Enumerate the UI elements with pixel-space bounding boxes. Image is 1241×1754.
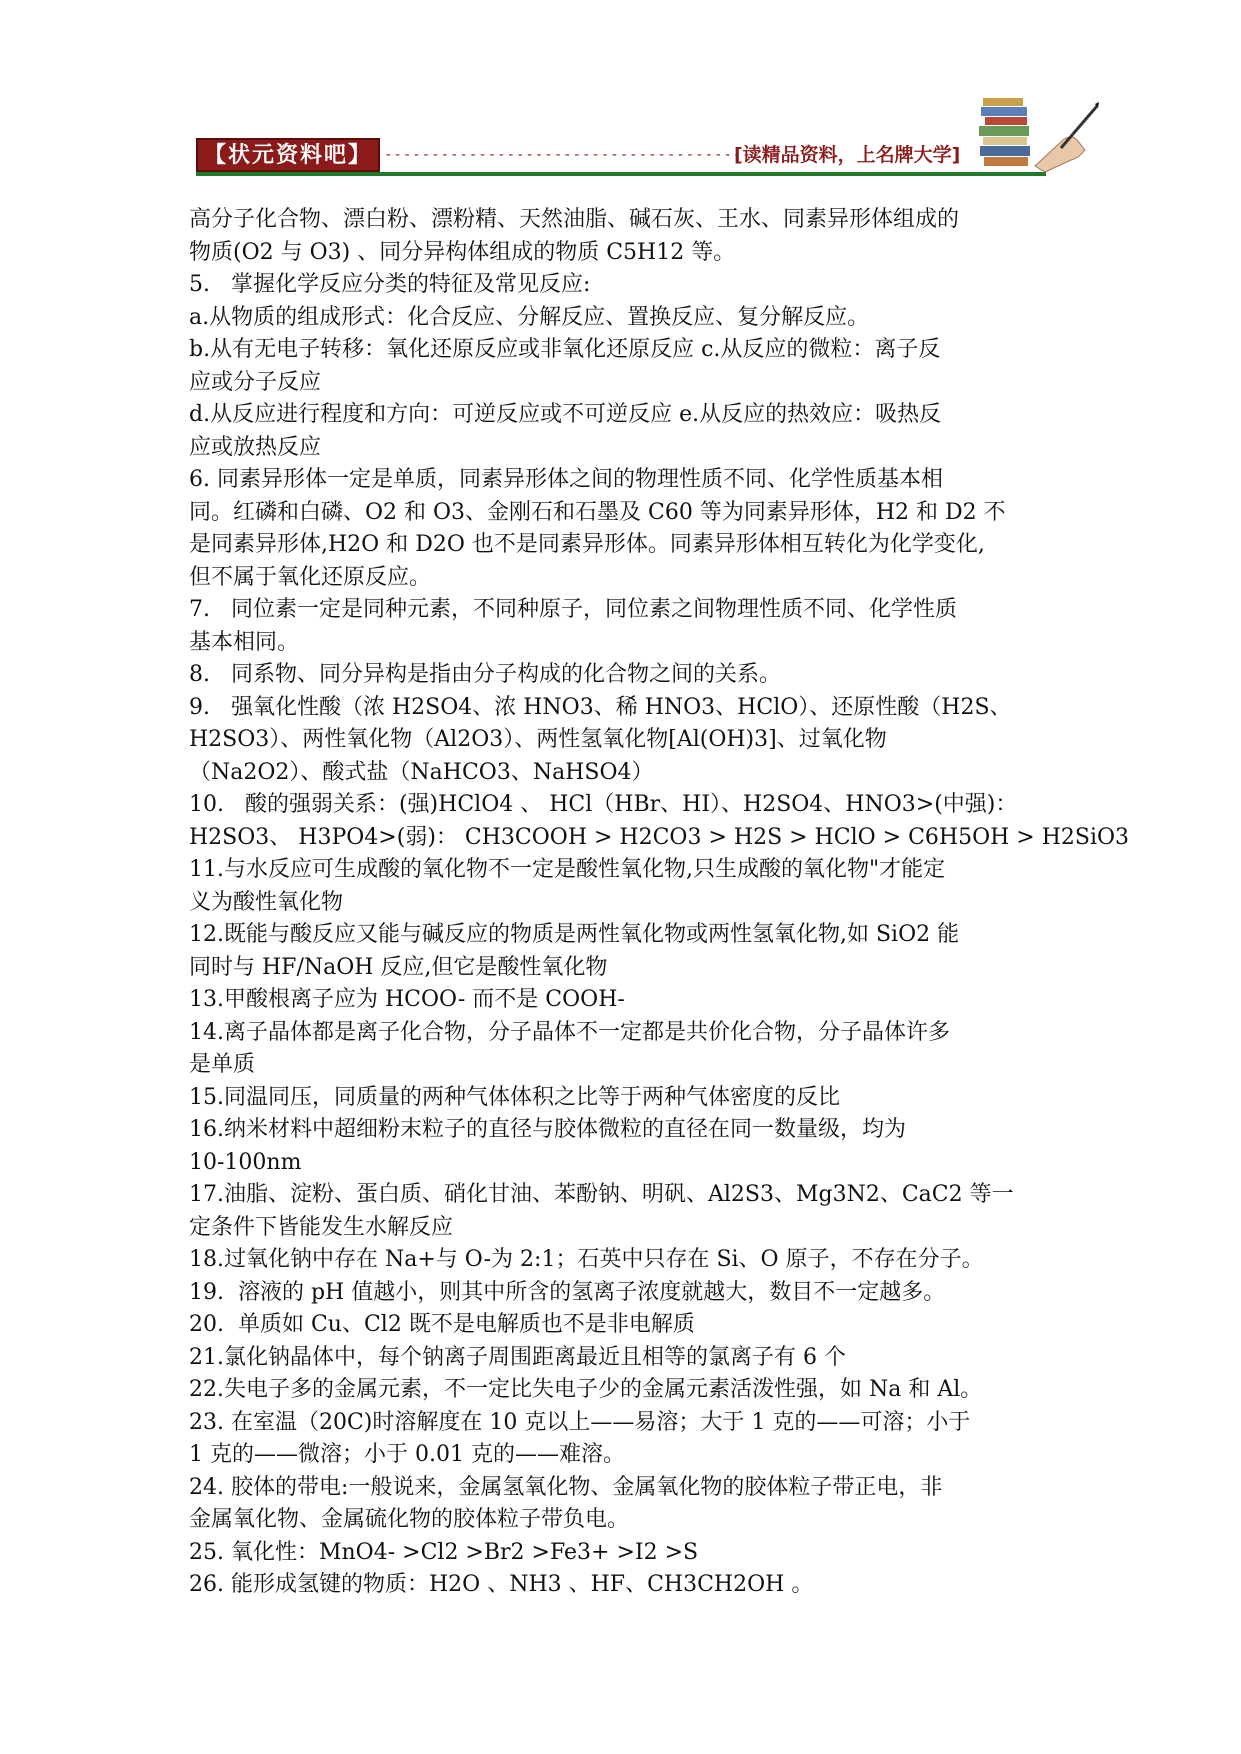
text-line: 15.同温同压，同质量的两种气体体积之比等于两种气体密度的反比 <box>189 1084 840 1110</box>
text-line: （Na2O2）、酸式盐（NaHCO3、NaHSO4） <box>189 759 654 785</box>
text-line: 22.失电子多的金属元素，不一定比失电子少的金属元素活泼性强，如 Na 和 Al。 <box>189 1377 983 1402</box>
text-line: a.从物质的组成形式：化合反应、分解反应、置换反应、复分解反应。 <box>189 304 870 330</box>
text-line: 20. 单质如 Cu、Cl2 既不是电解质也不是非电解质 <box>189 1312 695 1337</box>
text-line: 17.油脂、淀粉、蛋白质、硝化甘油、苯酚钠、明矾、Al2S3、Mg3N2、CaC2 等一 <box>189 1182 1014 1207</box>
text-line: 基本相同。 <box>189 629 300 655</box>
text-line: H2SO3）、两性氧化物（Al2O3）、两性氢氧化物[Al(OH)3]、过氧化物 <box>189 727 887 752</box>
text-line: 义为酸性氧化物 <box>189 889 344 915</box>
text-line: 同时与 HF/NaOH 反应,但它是酸性氧化物 <box>189 954 608 980</box>
text-line: 12.既能与酸反应又能与碱反应的物质是两性氧化物或两性氢氧化物,如 SiO2 能 <box>189 922 960 947</box>
text-line: 21.氯化钠晶体中，每个钠离子周围距离最近且相等的氯离子有 6 个 <box>189 1344 846 1370</box>
text-line: 应或分子反应 <box>189 369 322 395</box>
text-line: H2SO3、 H3PO4>(弱)： CH3COOH > H2CO3 > H2S > HClO > C6H5OH > H2SiO3 <box>189 824 1130 850</box>
text-line: 金属氧化物、金属硫化物的胶体粒子带负电。 <box>189 1507 630 1532</box>
text-line: 物质(O2 与 O3) 、同分异构体组成的物质 C5H12 等。 <box>189 239 736 265</box>
text-line: 6. 同素异形体一定是单质，同素异形体之间的物理性质不同、化学性质基本相 <box>189 467 943 492</box>
document-body <box>189 204 1130 1602</box>
text-line: 1 克的——微溶；小于 0.01 克的——难溶。 <box>189 1442 625 1467</box>
text-line: 应或放热反应 <box>189 434 322 460</box>
text-line: b.从有无电子转移：氧化还原反应或非氧化还原反应 c.从反应的微粒：离子反 <box>189 337 941 362</box>
text-line: 是同素异形体,H2O 和 D2O 也不是同素异形体。同素异形体相互转化为化学变化, <box>189 532 985 557</box>
text-line: 高分子化合物、漂白粉、漂粉精、天然油脂、碱石灰、王水、同素异形体组成的 <box>189 207 960 232</box>
text-line: 5. 掌握化学反应分类的特征及常见反应: <box>189 272 591 297</box>
text-line: 13.甲酸根离子应为 HCOO- 而不是 COOH- <box>189 987 625 1012</box>
text-line: 7. 同位素一定是同种元素，不同种原子，同位素之间物理性质不同、化学性质 <box>189 597 957 622</box>
text-line: 24. 胶体的带电:一般说来，金属氢氧化物、金属氧化物的胶体粒子带正电，非 <box>189 1474 943 1500</box>
text-line: 25. 氧化性：MnO4- >Cl2 >Br2 >Fe3+ >I2 >S <box>189 1539 699 1565</box>
text-line: 8. 同系物、同分异构是指由分子构成的化合物之间的关系。 <box>189 662 781 687</box>
text-line: d.从反应进行程度和方向：可逆反应或不可逆反应 e.从反应的热效应：吸热反 <box>189 402 942 427</box>
text-line: 11.与水反应可生成酸的氧化物不一定是酸性氧化物,只生成酸的氧化物"才能定 <box>189 857 946 882</box>
text-line: 是单质 <box>189 1052 256 1077</box>
text-line: 14.离子晶体都是离子化合物，分子晶体不一定都是共价化合物，分子晶体许多 <box>189 1019 950 1045</box>
text-line: 10. 酸的强弱关系：(强)HClO4 、 HCl（HBr、HI）、H2SO4、HNO3>(中强)： <box>189 792 1018 817</box>
text-line: 但不属于氧化还原反应。 <box>189 564 432 590</box>
text-line: 18.过氧化钠中存在 Na+与 O-为 2:1；石英中只存在 Si、O 原子，不存在分子。 <box>189 1247 984 1272</box>
text-line: 19. 溶液的 pH 值越小，则其中所含的氢离子浓度就越大，数目不一定越多。 <box>189 1279 946 1305</box>
text-line: 23. 在室温（20C)时溶解度在 10 克以上——易溶；大于 1 克的——可溶；小于 <box>189 1409 971 1435</box>
brand-logo-badge: 【状元资料吧】 <box>196 138 380 172</box>
header-dashed-line: ------------------------------------------ <box>384 147 781 163</box>
text-line: 10-100nm <box>189 1149 302 1175</box>
books-pen-icon <box>975 88 1101 180</box>
text-line: 定条件下皆能发生水解反应 <box>189 1214 454 1240</box>
text-line: 同。红磷和白磷、O2 和 O3、金刚石和石墨及 C60 等为同素异形体，H2 和 D2 不 <box>189 499 1006 525</box>
text-line: 16.纳米材料中超细粉末粒子的直径与胶体微粒的直径在同一数量级，均为 <box>189 1117 906 1142</box>
header-rule <box>196 172 1046 176</box>
text-line: 26. 能形成氢键的物质：H2O 、NH3 、HF、CH3CH2OH 。 <box>189 1572 814 1597</box>
header-slogan: [读精品资料，上名牌大学] <box>734 144 961 166</box>
text-line: 9. 强氧化性酸（浓 H2SO4、浓 HNO3、稀 HNO3、HClO）、还原性酸（H2S、 <box>189 694 1012 720</box>
